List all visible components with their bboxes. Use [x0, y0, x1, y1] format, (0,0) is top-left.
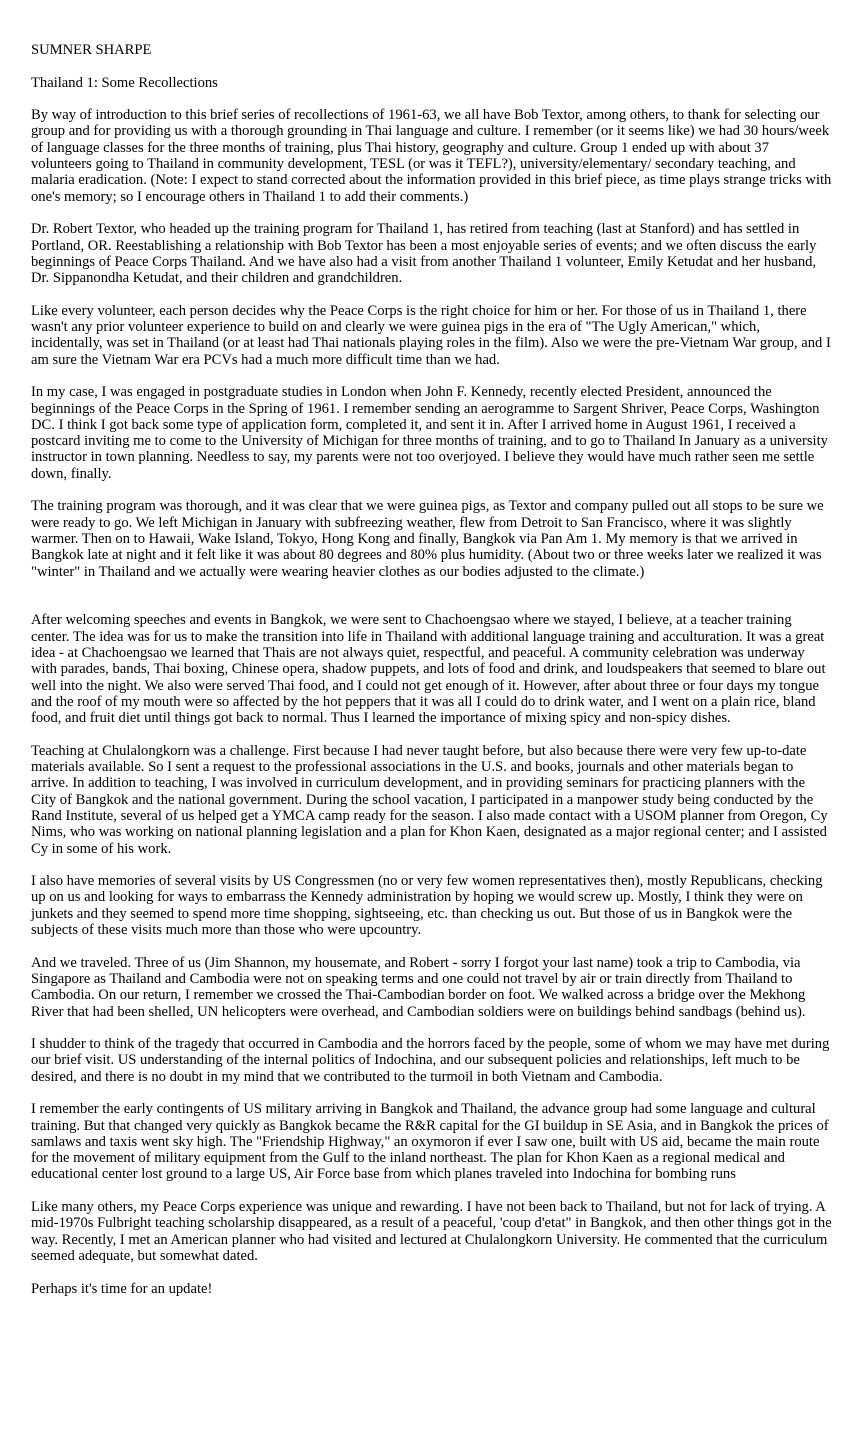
- document-title: Thailand 1: Some Recollections: [31, 74, 218, 91]
- paragraph-closing: Perhaps it's time for an update!: [31, 1280, 213, 1297]
- paragraph-my-case: In my case, I was engaged in postgraduate studies in London when John F. Kennedy, recently elected President, announced the beginnings of the Peace Corps in the Spring of 1961. I remember sending an aerogramme to Sargent Shriver, Peace Corps, Washington DC. I think I got back some type of application form, completed it, and sent it in. After I arrived home in August 1961, I received a postcard inviting me to come to the University of Michigan for three months of training, and to go to Thailand In January as a university instructor in town planning. Needless to say, my parents were not too overjoyed. I believe they would have much rather seen me settle down, finally.: [31, 384, 828, 482]
- paragraph-congressmen: I also have memories of several visits by US Congressmen (no or very few women representatives then), mostly Republicans, checking up on us and looking for ways to embarrass the Kennedy administration by hoping we would screw up. Mostly, I think they were on junkets and they seemed to spend more time shopping, sightseeing, etc. than checking us out. But those of us in Bangkok were the subjects of these visits much more than those who were upcountry.: [31, 873, 823, 939]
- author-name: SUMNER SHARPE: [31, 42, 152, 58]
- paragraph-training: The training program was thorough, and it was clear that we were guinea pigs, as Textor and company pulled out all stops to be sure we were ready to go. We left Michigan in January with subfreezing weather, flew from Detroit to San Francisco, where it was slightly warmer. Then on to Hawaii, Wake Island, Tokyo, Hong Kong and finally, Bangkok via Pan Am 1. My memory is that we arrived in Bangkok late at night and it felt like it was about 80 degrees and 80% plus humidity. (About two or three weeks later we realized it was "winter" in Thailand and we actually were wearing heavier clothes as our bodies adjusted to the climate.): [31, 498, 824, 580]
- paragraph-textor: Dr. Robert Textor, who headed up the training program for Thailand 1, has retired from teaching (last at Stanford) and has settled in Portland, OR. Reestablishing a relationship with Bob Textor has been a most enjoyable series of events; and we often discuss the early beginnings of Peace Corps Thailand. And we have also had a visit from another Thailand 1 volunteer, Emily Ketudat and her husband, Dr. Sippanondha Ketudat, and their children and grandchildren.: [31, 221, 817, 287]
- document-page: [31, 42, 833, 1313]
- paragraph-cambodia-tragedy: I shudder to think of the tragedy that occurred in Cambodia and the horrors faced by the people, some of whom we may have met during our brief visit. US understanding of the internal politics of Indochina, and our subsequent policies and relationships, left much to be desired, and there is no doubt in my mind that we contributed to the turmoil in both Vietnam and Cambodia.: [31, 1036, 830, 1085]
- paragraph-intro: By way of introduction to this brief series of recollections of 1961-63, we all have Bob Textor, among others, to thank for selecting our group and for providing us with a thorough grounding in Thai language and culture. I remember (or it seems like) we had 30 hours/week of language classes for the three months of training, plus Thai history, geography and culture. Group 1 ended up with about 37 volunteers going to Thailand in community development, TESL (or was it TEFL?), university/elementary/ secondary teaching, and malaria eradication. (Note: I expect to stand corrected about the information provided in this brief piece, as time plays strange tricks with one's memory; so I encourage others in Thailand 1 to add their comments.): [31, 107, 832, 205]
- paragraph-experience: Like many others, my Peace Corps experience was unique and rewarding. I have not been back to Thailand, but not for lack of trying. A mid-1970s Fulbright teaching scholarship disappeared, as a result of a peaceful, 'coup d'etat" in Bangkok, and then other things got in the way. Recently, I met an American planner who had visited and lectured at Chulalongkorn University. He commented that the curriculum seemed adequate, but somewhat dated.: [31, 1199, 832, 1264]
- paragraph-us-military: I remember the early contingents of US military arriving in Bangkok and Thailand, the advance group had some language and cultural training. But that changed very quickly as Bangkok became the R&R capital for the GI buildup in SE Asia, and in Bangkok the prices of samlaws and taxis went sky high. The "Friendship Highway," an oxymoron if ever I saw one, built with US aid, became the main route for the movement of military equipment from the Gulf to the inland northeast. The plan for Khon Kaen as a regional medical and educational center lost ground to a large US, Air Force base from which planes traveled into Indochina for bombing runs: [31, 1101, 829, 1183]
- paragraph-chachoengsao: After welcoming speeches and events in Bangkok, we were sent to Chachoengsao where we stayed, I believe, at a teacher training center. The idea was for us to make the transition into life in Thailand with additional language training and acculturation. It was a great idea - at Chachoengsao we learned that Thais are not always quiet, respectful, and peaceful. A community celebration was underway with parades, bands, Thai boxing, Chinese opera, shadow puppets, and lots of food and drink, and loudspeakers that seemed to blare out well into the night. We also were served Thai food, and I could not get enough of it. However, after about three or four days my tongue and the roof of my mouth were so affected by the hot peppers that it was all I could do to drink water, and I went on a plain rice, bland food, and fruit diet until things got back to normal. Thus I learned the importance of mixing spicy and non-spicy dishes.: [31, 612, 826, 727]
- paragraph-volunteer-choice: Like every volunteer, each person decides why the Peace Corps is the right choice for him or her. For those of us in Thailand 1, there wasn't any prior volunteer experience to build on and clearly we were guinea pigs in the era of "The Ugly American," which, incidentally, was set in Thailand (or at least had Thai nationals playing roles in the film). Also we were the pre-Vietnam War group, and I am sure the Vietnam War era PCVs had a much more difficult time than we had.: [31, 302, 831, 368]
- paragraph-cambodia-trip: And we traveled. Three of us (Jim Shannon, my housemate, and Robert - sorry I forgot your last name) took a trip to Cambodia, via Singapore as Thailand and Cambodia were not on speaking terms and one could not travel by air or train directly from Thailand to Cambodia. On our return, I remember we crossed the Thai-Cambodian border on foot. We walked across a bridge over the Mekhong River that had been shelled, UN helicopters were overhead, and Cambodian soldiers were on buildings behind sandbags (behind us).: [31, 954, 806, 1020]
- paragraph-chulalongkorn: Teaching at Chulalongkorn was a challenge. First because I had never taught before, but also because there were very few up-to-date materials available. So I sent a request to the professional associations in the U.S. and books, journals and other materials began to arrive. In addition to teaching, I was involved in curriculum development, and in providing seminars for practicing planners with the City of Bangkok and the national government. During the school vacation, I participated in a manpower study being conducted by the Rand Institute, several of us helped get a YMCA camp ready for the season. I also made contact with a USOM planner from Oregon, Cy Nims, who was working on national planning legislation and a plan for Khon Kaen, designated as a major regional center; and I assisted Cy in some of his work.: [31, 742, 828, 857]
